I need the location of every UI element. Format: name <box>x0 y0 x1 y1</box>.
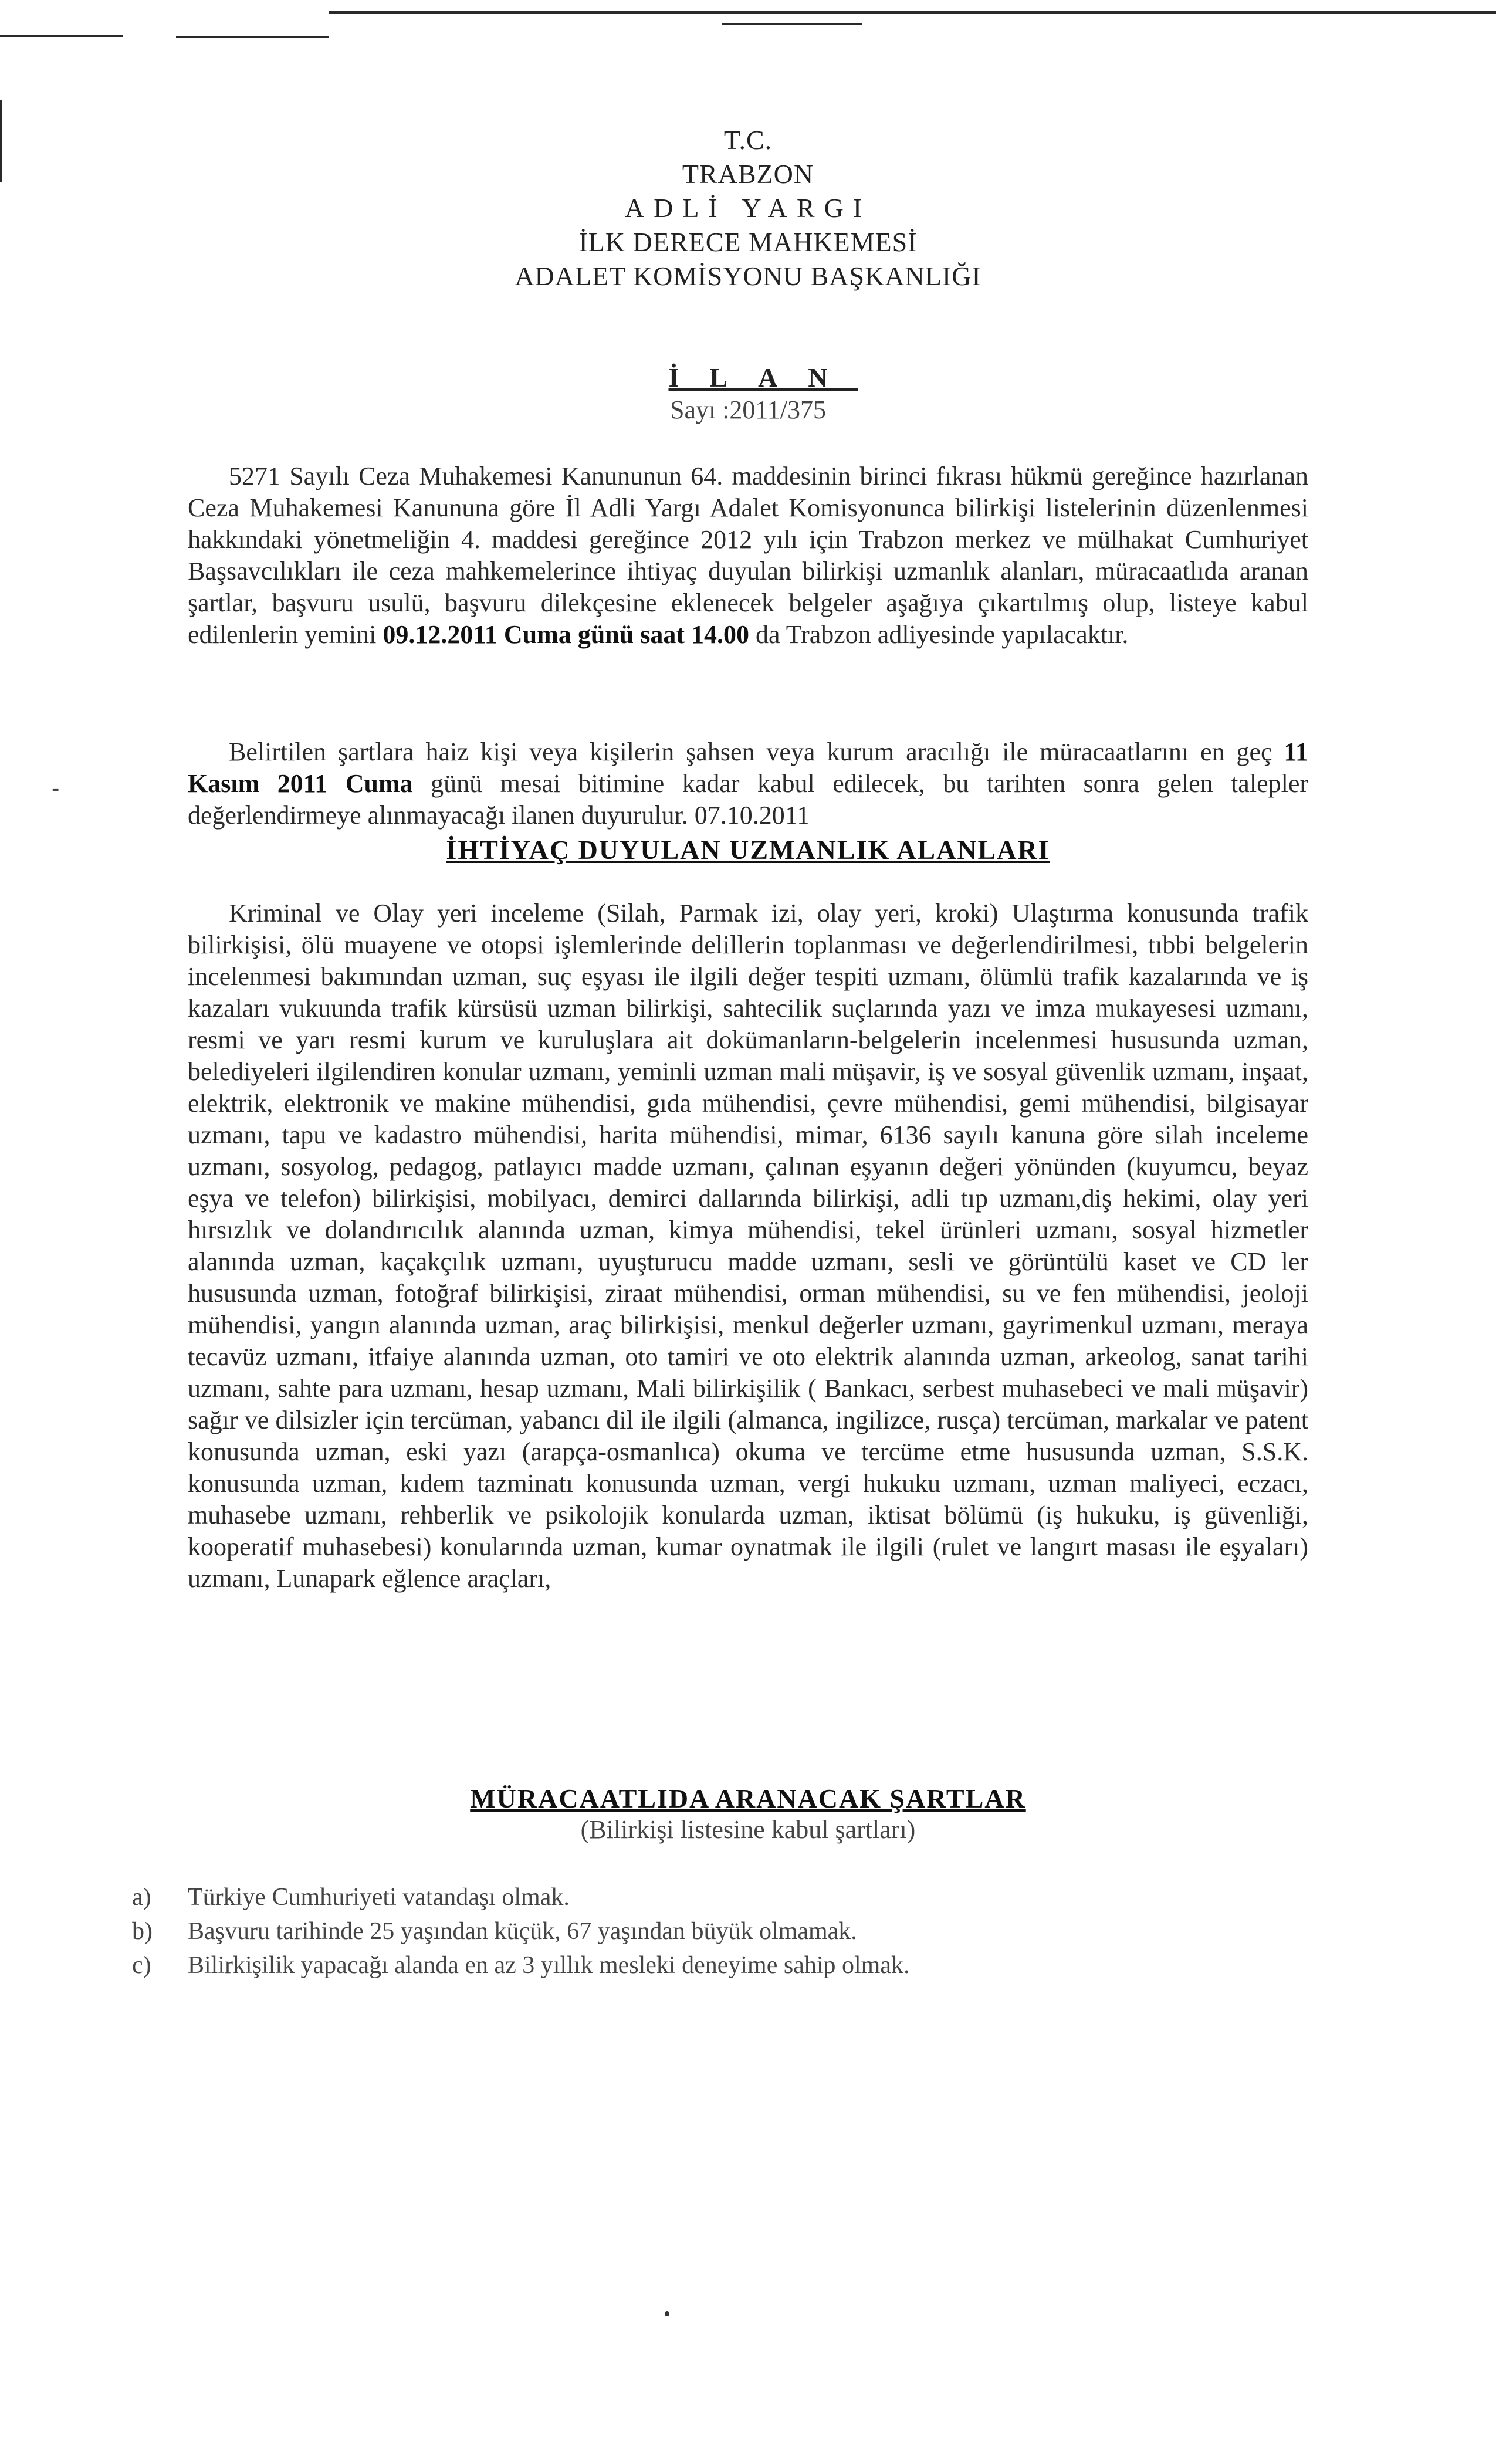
oath-date: 09.12.2011 Cuma günü saat 14.00 <box>383 620 750 649</box>
header-court: İLK DERECE MAHKEMESİ <box>578 227 918 257</box>
ilan-block <box>188 361 1308 425</box>
scan-artifact-line <box>0 100 2 182</box>
list-item-text: Bilirkişilik yapacağı alanda en az 3 yıllık mesleki deneyime sahip olmak. <box>188 1952 910 1979</box>
conditions-subheading: (Bilirkişi listesine kabul şartları) <box>580 1815 916 1844</box>
document-header <box>188 123 1308 293</box>
application-text-2: günü mesai bitimine kadar kabul edilecek, bu tarihten sonra gelen talepler değerlendirmeye alınmayacağı ilanen duyurulur. 07.10.2011 <box>188 769 1308 830</box>
header-city: TRABZON <box>682 159 814 189</box>
list-item-text: Türkiye Cumhuriyeti vatandaşı olmak. <box>188 1884 570 1911</box>
header-commission: ADALET KOMİSYONU BAŞKANLIĞI <box>515 261 981 291</box>
header-tc: T.C. <box>723 125 773 155</box>
intro-text-1: 5271 Sayılı Ceza Muhakemesi Kanununun 64. maddesinin birinci fıkrası hükmü gereğince hazırlanan Ceza Muhakemesi Kanununa göre İl Adli Yargı Adalet Komisyonunca bilirkişi listelerinin düzenlenmesi hakkındaki yönetmeliğin 4. maddesi gereğince 2012 yılı için Trabzon merkez ve mülhakat Cumhuriyet Başsavcılıkları ile ceza mahkemelerince ihtiyaç duyulan bilirkişi uzmanlık alanları, müracaatlıda aranan şartlar, başvuru usulü, başvuru dilekçesine eklenecek belgeler aşağıya çıkartılmış olup, listeye kabul edilenlerin yemini <box>188 462 1308 649</box>
application-text-1: Belirtilen şartlara haiz kişi veya kişilerin şahsen veya kurum aracılığı ile müracaatlarını en geç <box>229 737 1272 766</box>
ink-speck <box>665 2311 669 2316</box>
scan-artifact-line <box>0 35 123 37</box>
list-item <box>132 1948 1247 1982</box>
needs-heading: İHTİYAÇ DUYULAN UZMANLIK ALANLARI <box>446 835 1050 865</box>
scan-artifact-line <box>722 23 862 25</box>
needs-paragraph: Kriminal ve Olay yeri inceleme (Silah, Parmak izi, olay yeri, kroki) Ulaştırma konusunda trafik bilirkişisi, ölü muayene ve otopsi işlemlerinde delillerin toplanması ve değerlendirilmesi, tıbbi belgelerin incelenmesi bakımından uzman, suç eşyası ile ilgili değer tespiti uzmanı, ölümlü trafik kazalarında ve iş kazaları vukuunda trafik kürsüsü uzman bilirkişi, sahtecilik suçlarında yazı ve imza mukayesesi uzmanı, resmi ve yarı resmi kurum ve kuruluşlara ait dokümanların-belgelerin incelenmesi hususunda uzman, belediyeleri ilgilendiren konular uzmanı, yeminli uzman mali müşavir, iş ve sosyal güvenlik uzmanı, inşaat, elektrik, elektronik ve makine mühendisi, gıda mühendisi, çevre mühendisi, gemi mühendisi, bilgisayar uzmanı, tapu ve kadastro mühendisi, harita mühendisi, mimar, 6136 sayılı kanuna göre silah inceleme uzmanı, sosyolog, pedagog, patlayıcı madde uzmanı, çalınan eşyanın değeri yönünden (kuyumcu, beyaz eşya ve telefon) bilirkişisi, mobilyacı, demirci dallarında bilirkişi, adli tıp uzmanı,diş hekimi, olay yeri hırsızlık ve dolandırıcılık alanında uzman, kimya mühendisi, tekel ürünleri uzmanı, sosyal hizmetler alanında uzman, kaçakçılık uzmanı, uyuşturucu madde uzmanı, sesli ve görüntülü kaset ve CD ler hususunda uzman, fotoğraf bilirkişisi, ziraat mühendisi, orman mühendisi, su ve fen mühendisi, jeoloji mühendisi, yangın alanında uzman, araç bilirkişisi, menkul değerler uzmanı, gayrimenkul uzmanı, meraya tecavüz uzmanı, itfaiye alanında uzman, oto tamiri ve oto elektrik alanında uzman, arkeolog, sanat tarihi uzmanı, sahte para uzmanı, hesap uzmanı, Mali bilirkişilik ( Bankacı, serbest muhasebeci ve mali müşavir) sağır ve dilsizler için tercüman, yabancı dil ile ilgili (almanca, ingilizce, rusça) tercüman, markalar ve patent konusunda uzman, eski yazı (arapça-osmanlıca) okuma ve tercüme etme hususunda uzman, S.S.K. konusunda uzman, kıdem tazminatı konusunda uzman, vergi hukuku uzmanı, uzman maliyeci, eczacı, muhasebe uzmanı, rehberlik ve psikolojik konularda uzman, iktisat bölümü (iş hukuku, iş güvenliği, kooperatif muhasebesi) konularında uzman, kumar oynatmak ile ilgili (rulet ve langırt masası ile eşyaları) uzmanı, Lunapark eğlence araçları, <box>188 899 1308 1593</box>
ilan-title: İLAN <box>668 363 858 392</box>
intro-paragraph <box>188 461 1308 651</box>
application-paragraph <box>188 736 1308 831</box>
scan-artifact-line <box>329 11 1496 14</box>
list-item <box>132 1880 1247 1914</box>
intro-text-2: da Trabzon adliyesinde yapılacaktır. <box>756 620 1129 649</box>
list-item-letter: b) <box>132 1918 153 1945</box>
scan-artifact-line <box>176 36 329 38</box>
margin-mark: - <box>52 776 60 801</box>
header-adli-yargi: ADLİ YARGI <box>624 193 872 223</box>
conditions-list <box>132 1880 1247 1982</box>
ilan-number: Sayı :2011/375 <box>669 395 827 424</box>
conditions-heading: MÜRACAATLIDA ARANACAK ŞARTLAR <box>470 1783 1026 1813</box>
list-item <box>132 1914 1247 1948</box>
list-item-text: Başvuru tarihinde 25 yaşından küçük, 67 yaşından büyük olmamak. <box>188 1918 857 1945</box>
list-item-letter: c) <box>132 1952 151 1979</box>
list-item-letter: a) <box>132 1884 151 1911</box>
deadline-date: 11 Kasım 2011 Cuma <box>188 737 1308 798</box>
